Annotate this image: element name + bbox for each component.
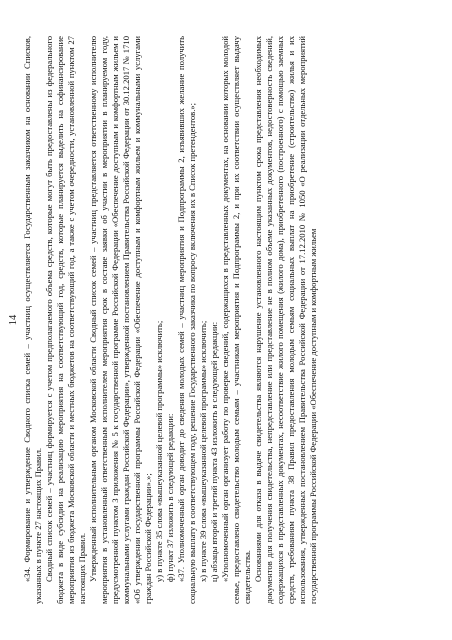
- paragraph: «37. Уполномоченный орган доводит до сведения молодых семей – участниц мероприятия и Подпрограммы 2, изъявивших желание получить социальную выплату в соответствующем году, решение Государственного заказчика по вопросу включения их в Список претендентов.»;: [176, 36, 197, 604]
- paragraph: х) в пункте 39 слова «вышеуказанной целевой программы» исключить;: [198, 320, 208, 582]
- paragraph: ф) пункт 37 изложить в следующей редакции:: [165, 413, 175, 582]
- paragraph: у) в пункте 35 слова «вышеуказанной целевой программы» исключить;: [154, 320, 164, 582]
- paragraph: Основаниями для отказа в выдаче свидетельства являются нарушение установленного настоящим пунктом срока представления необходимых документов для получения свидетельства, непредставление или представление не в полном объеме указанных документов, недостоверность сведений, содержащихся в представленных документах, несоответствие жилого помещения (жилого дома), приобретенного (построенного) с помощью заемных средств, требованиям пункта 38 Правил предоставления молодым семьям социальных выплат на приобретение (строительство) жилья и их использования, утвержденных постановлением Правительства Российской Федерации от 17.12.2010 № 1050 «О реализации отдельных мероприятий государственной программы Российской Федерации «Обеспечение доступным и комфортным жильем: [253, 36, 318, 604]
- paragraph: Сводный список семей – участниц формируется с учетом предполагаемого объема средств, которые могут быть предоставлены из федерального бюджета в виде субсидии на реализацию мероприятия на соответствующий год, средств, которые планируется выделить на софинансирование мероприятия из бюджета Московской области и местных бюджетов на соответствующий год, а также с учетом очередности, установленной пунктом 27 настоящих Правил.: [44, 36, 87, 604]
- document-body: [22, 36, 442, 604]
- paragraph: ц) абзацы второй и третий пункта 43 изложить в следующей редакции:: [209, 321, 219, 582]
- page-number: 14: [8, 314, 19, 326]
- paragraph: «34. Формирование и утверждение Сводного списка семей – участниц осуществляется Государственным заказчиком на основании Списков, указанных в пункте 27 настоящих Правил.: [22, 36, 43, 604]
- paragraph: Утвержденный исполнительным органом Московской области Сводный список семей – участниц представляется ответственному исполнителю мероприятия в установленный ответственным исполнителем мероприятия срок в составе заявки об участии в мероприятии в планируемом году, предусмотренной пунктом 3 приложения № 5 к государственной программе Российской Федерации «Обеспечение доступным и комфортным жильем и коммунальными услугами граждан Российской Федерации», утвержденной постановлением Правительства Российской Федерации от 30.12.2017 № 1710 «Об утверждении государственной программы Российской Федерации «Обеспечение доступным и комфортным жильем и коммунальными услугами граждан Российской Федерации».»;: [88, 36, 153, 604]
- paragraph: «Уполномоченный орган организует работу по проверке сведений, содержащихся в представленных документах, на основании которых молодой семье, предоставлено свидетельство молодым семьям – участникам мероприятия и Подпрограммы 2, и при их соответствии осуществляет выдачу свидетельства.: [220, 36, 252, 604]
